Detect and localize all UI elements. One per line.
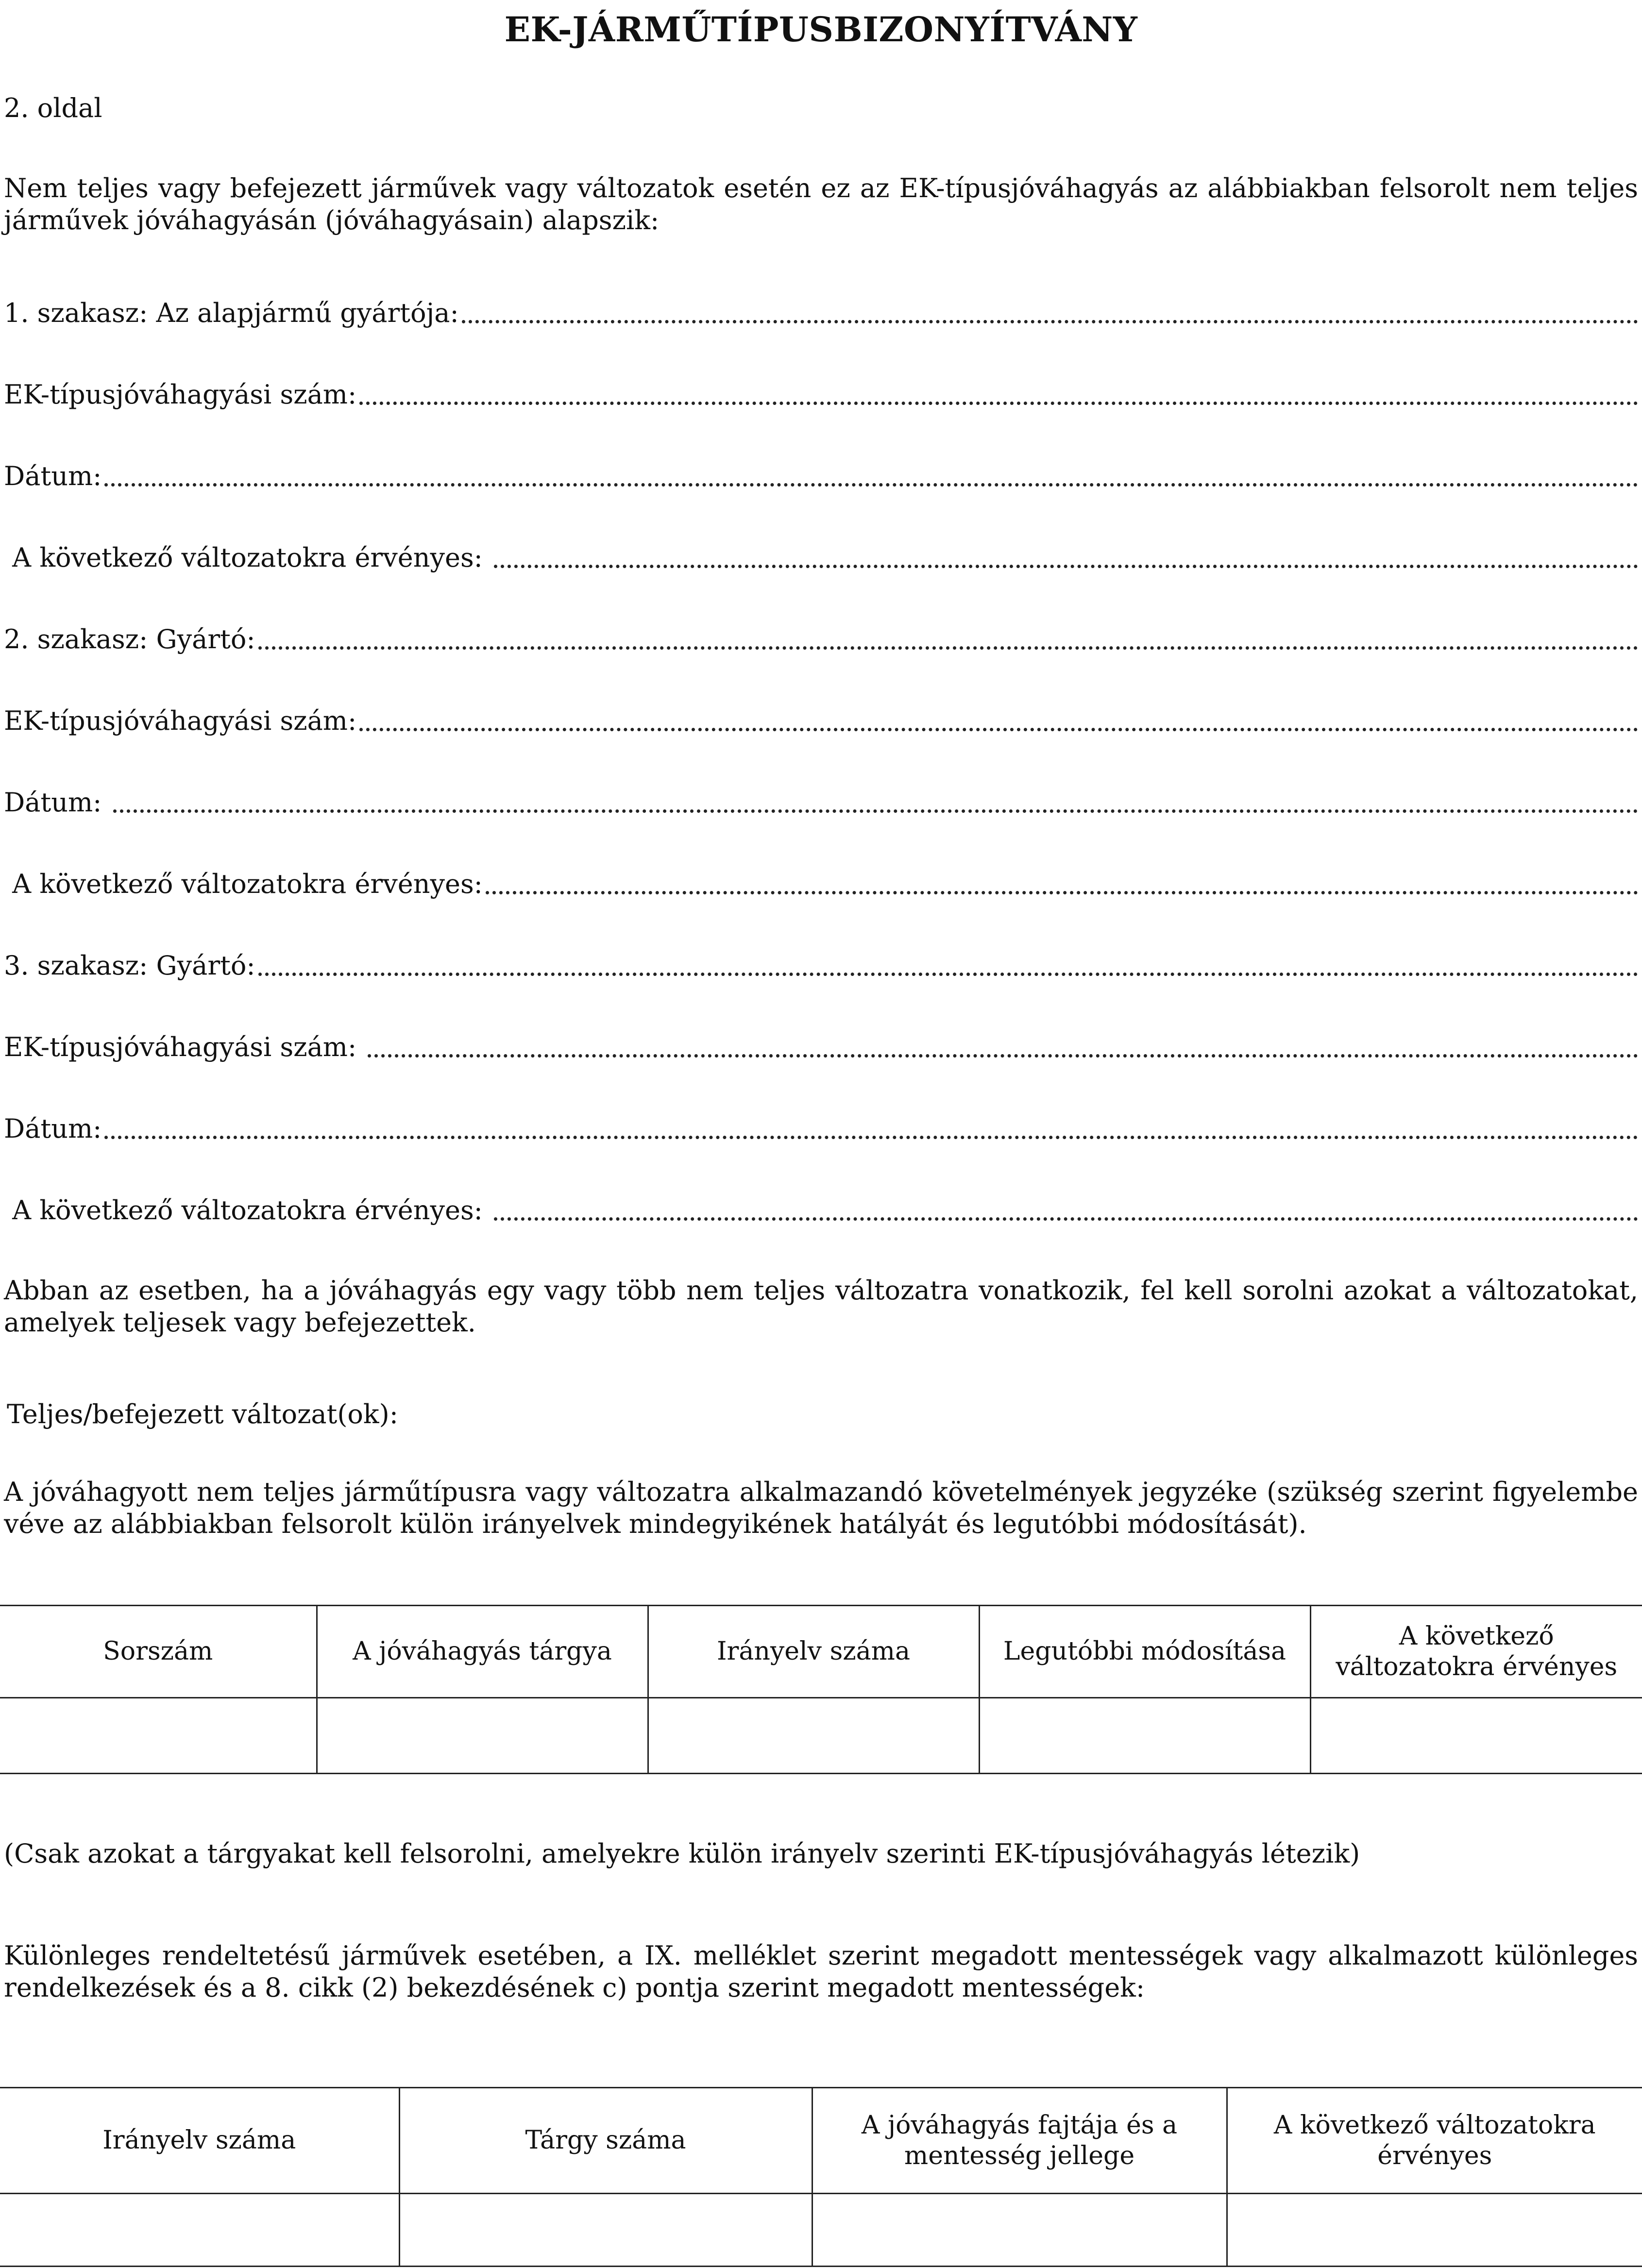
table-cell xyxy=(0,2194,399,2267)
fill-in-line xyxy=(486,891,1638,894)
fill-in-line xyxy=(359,402,1638,405)
field-stage2-variants xyxy=(4,866,1638,900)
field-stage3-manufacturer xyxy=(4,948,1638,982)
table-header-row xyxy=(0,2088,1642,2194)
field-label: 2. szakasz: Gyártó: xyxy=(4,624,255,655)
fill-in-line xyxy=(494,1217,1638,1221)
exemptions-table xyxy=(0,2087,1642,2267)
table-cell xyxy=(812,2194,1227,2267)
column-header-directive-number: Irányelv száma xyxy=(0,2088,399,2194)
document-title: EK-JÁRMŰTÍPUSBIZONYÍTVÁNY xyxy=(504,9,1138,50)
field-label: 3. szakasz: Gyártó: xyxy=(4,950,255,981)
field-stage1-variants xyxy=(4,540,1638,574)
intro-paragraph: Nem teljes vagy befejezett járművek vagy változatok esetén ez az EK-típusjóváhagyás az alábbiakban felsorolt nem teljes járművek jóváhagyásán (jóváhagyásain) alapszik: xyxy=(4,173,1638,235)
table-cell xyxy=(317,1698,648,1774)
fill-in-line xyxy=(359,728,1638,731)
field-label: A következő változatokra érvényes: xyxy=(4,542,491,573)
column-header-approval-subject: A jóváhagyás tárgya xyxy=(317,1606,648,1698)
fill-in-line xyxy=(113,809,1638,813)
table-cell xyxy=(399,2194,812,2267)
requirements-table xyxy=(0,1605,1642,1774)
field-stage3-variants xyxy=(4,1193,1638,1226)
fill-in-line xyxy=(104,483,1638,487)
table-cell xyxy=(0,1698,317,1774)
special-purpose-intro: Különleges rendeltetésű járművek esetében, a IX. melléklet szerint megadott mentességek vagy alkalmazott különleges rendelkezések és a 8. cikk (2) bekezdésének c) pontja szerint megadott mentességek: xyxy=(4,1940,1638,2003)
field-label: EK-típusjóváhagyási szám: xyxy=(4,706,357,737)
field-label: Dátum: xyxy=(4,1113,102,1144)
field-stage3-approval-number xyxy=(4,1029,1638,1063)
requirements-intro: A jóváhagyott nem teljes járműtípusra vagy változatra alkalmazandó követelmények jegyzéke (szükség szerint figyelembe véve az alábbiakban felsorolt külön irányelvek mindegyikének hatályát és legutóbbi módosítását). xyxy=(4,1477,1638,1539)
field-label: A következő változatokra érvényes: xyxy=(4,1195,491,1226)
field-stage3-date xyxy=(4,1111,1638,1145)
field-label: Dátum: xyxy=(4,787,110,818)
fill-in-line xyxy=(258,646,1638,650)
column-header-applicable-variants: A következő változatokra érvényes xyxy=(1227,2088,1642,2194)
field-label: EK-típusjóváhagyási szám: xyxy=(4,1032,365,1063)
field-stage2-date xyxy=(4,785,1638,819)
requirements-table-note: (Csak azokat a tárgyakat kell felsorolni, amelyekre külön irányelv szerinti EK-típusjóváhagyás létezik) xyxy=(4,1838,1360,1869)
field-label: 1. szakasz: Az alapjármű gyártója: xyxy=(4,298,459,329)
table-row xyxy=(0,1698,1642,1774)
column-header-serial-number: Sorszám xyxy=(0,1606,317,1698)
field-stage2-approval-number xyxy=(4,703,1638,737)
page-label: 2. oldal xyxy=(4,93,102,123)
field-label: Dátum: xyxy=(4,461,102,492)
table-cell xyxy=(979,1698,1310,1774)
field-stage1-approval-number xyxy=(4,377,1638,411)
fill-in-line xyxy=(494,565,1638,568)
column-header-latest-amendment: Legutóbbi módosítása xyxy=(979,1606,1310,1698)
table-cell xyxy=(1227,2194,1642,2267)
field-stage1-date xyxy=(4,458,1638,492)
column-header-subject-number: Tárgy száma xyxy=(399,2088,812,2194)
incomplete-variants-note: Abban az esetben, ha a jóváhagyás egy vagy több nem teljes változatra vonatkozik, fel kell sorolni azokat a változatokat, amelyek teljesek vagy befejezettek. xyxy=(4,1275,1638,1338)
table-cell xyxy=(1310,1698,1642,1774)
field-label: A következő változatokra érvényes: xyxy=(4,869,483,900)
field-stage1-manufacturer xyxy=(4,295,1638,329)
fill-in-line xyxy=(258,973,1638,976)
table-header-row xyxy=(0,1606,1642,1698)
column-header-applicable-variants: A következő változatokra érvényes xyxy=(1310,1606,1642,1698)
fill-in-line xyxy=(462,320,1638,323)
column-header-approval-type: A jóváhagyás fajtája és a mentesség jellege xyxy=(812,2088,1227,2194)
column-header-directive-number: Irányelv száma xyxy=(648,1606,979,1698)
field-label: EK-típusjóváhagyási szám: xyxy=(4,379,357,410)
field-stage2-manufacturer xyxy=(4,622,1638,655)
table-row xyxy=(0,2194,1642,2267)
fill-in-line xyxy=(368,1054,1638,1058)
complete-variants-label: Teljes/befejezett változat(ok): xyxy=(7,1399,398,1429)
fill-in-line xyxy=(104,1136,1638,1139)
table-cell xyxy=(648,1698,979,1774)
